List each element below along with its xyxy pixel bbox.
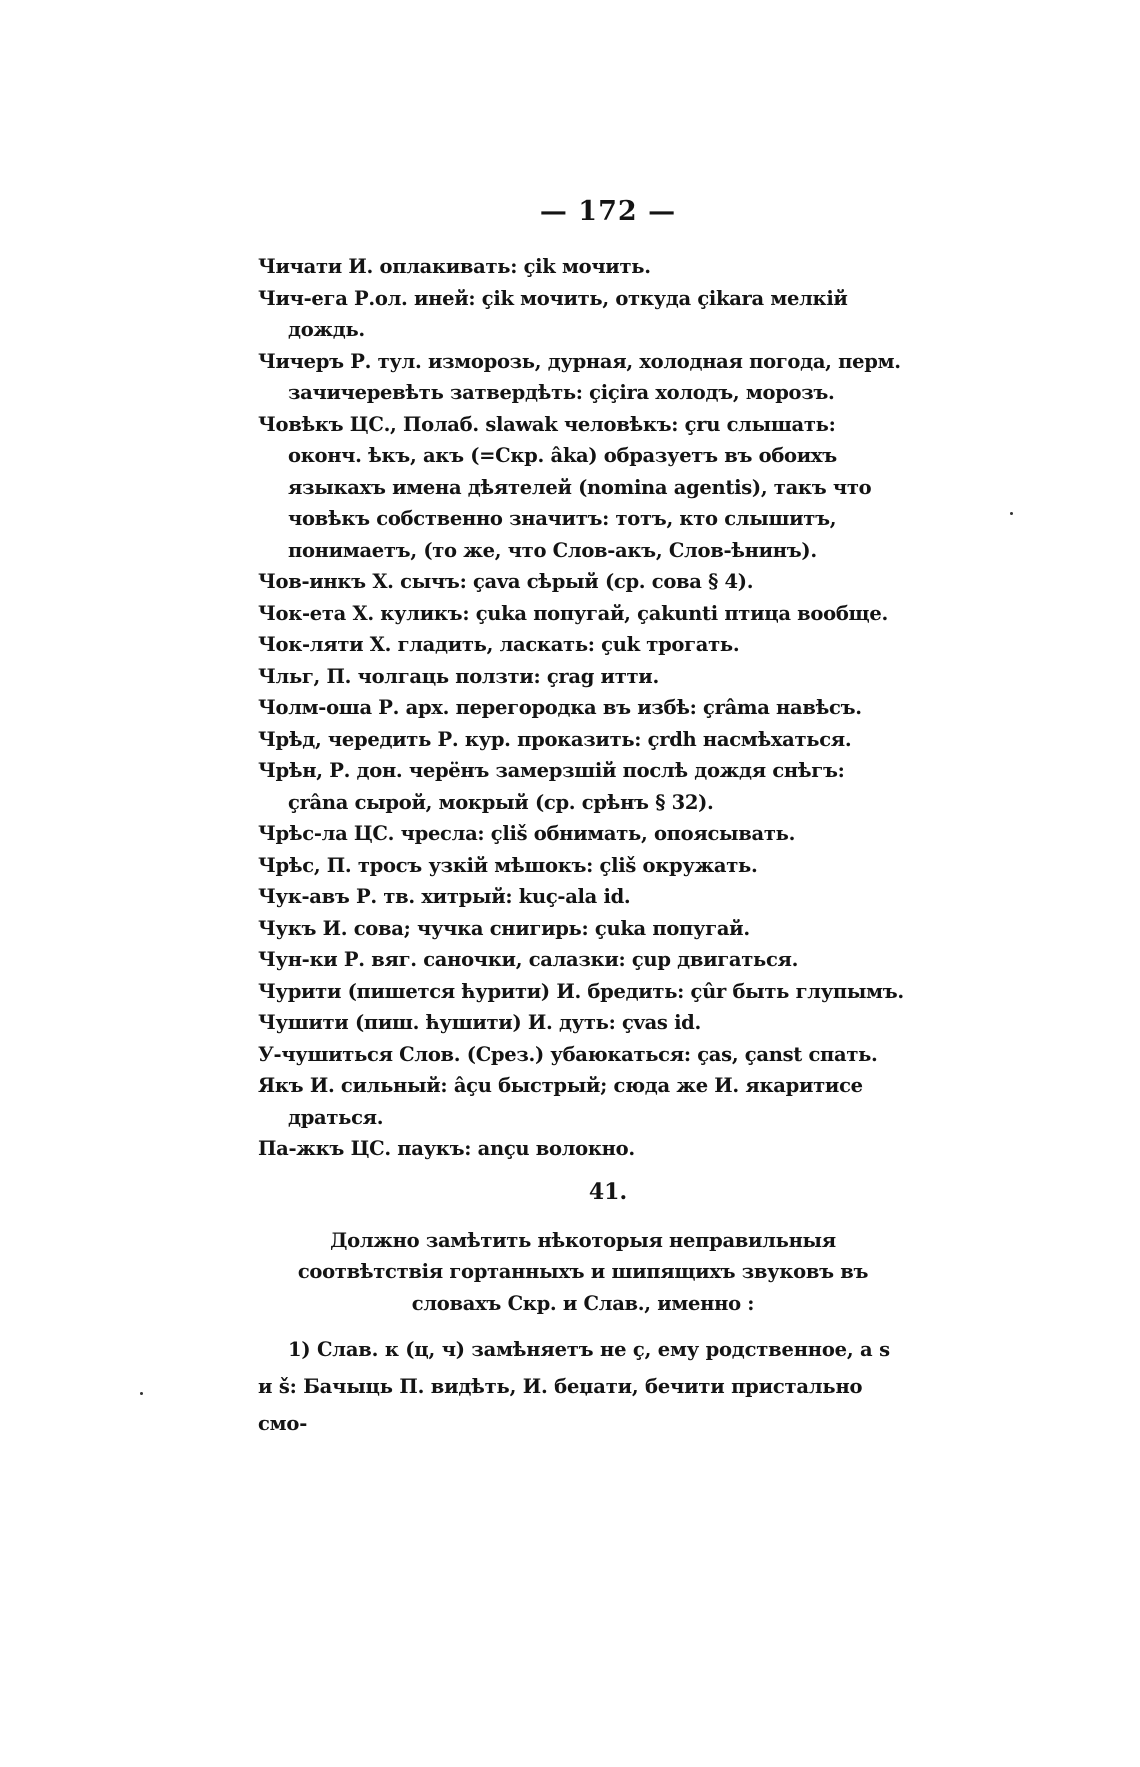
dictionary-entry: Чук-авъ Р. тв. хитрый: kuç-ala id. (258, 885, 631, 908)
dictionary-entry: Чрѣд, чередить Р. кур. проказить: çrdh насмѣхаться. (258, 727, 852, 751)
dictionary-entry: Чун-ки Р. вяг. саночки, салазки: çup двигаться. (258, 948, 799, 971)
dictionary-entry: Чльг, П. чолгаць ползти: çrag итти. (258, 664, 659, 688)
dictionary-entry: Човѣкъ ЦС., Полаб. slawak человѣкъ: çru слышать: оконч. ѣкъ, акъ (=Скр. âka) образуетъ въ обоихъ языкахъ имена дѣятелей (nomina agentis), такъ что човѣкъ собственно значитъ: тотъ, кто слышитъ, понимаетъ, (то же, что Слов-акъ, Слов-ѣнинъ). (258, 412, 872, 562)
dictionary-entry: Чов-инкъ Х. сычъ: çava сѣрый (ср. сова § 4). (258, 570, 754, 593)
dictionary-entry: Чрѣс-ла ЦС. чресла: çliš обнимать, опоясывать. (258, 822, 796, 845)
dictionary-entry: Якъ И. сильный: âçu быстрый; сюда же И. якаритисе драться. (258, 1074, 863, 1129)
dictionary-entry: Чушити (пиш. ћушити) И. дуть: çvas id. (258, 1011, 702, 1034)
dictionary-entry: Чок-ета Х. куликъ: çuka попугай, çakunti птица вообще. (258, 601, 888, 625)
dictionary-entry: Чрѣс, П. тросъ узкій мѣшокъ: çliš окружать. (258, 853, 758, 877)
dictionary-entry: Чок-ляти Х. гладить, ласкать: çuk трогать. (258, 633, 740, 656)
dictionary-entry: Чич-ега Р.ол. иней: çik мочить, откуда çikara мелкій дождь. (258, 286, 848, 341)
dictionary-entry: Чолм-оша Р. арх. перегородка въ избѣ: çrâma навѣсъ. (258, 696, 862, 719)
dictionary-entry: Чичеръ Р. тул. изморозь, дурная, холодная погода, перм. зачичеревѣть затвердѣть: çiçira холодъ, морозъ. (258, 349, 901, 404)
dictionary-entry: Па-жкъ ЦС. паукъ: ançu волокно. (258, 1137, 635, 1160)
speck-mark (140, 1392, 143, 1395)
dictionary-entry: У-чушиться Слов. (Срез.) убаюкаться: ças, çanst спать. (258, 1042, 878, 1066)
dictionary-entry: Чукъ И. сова; чучка снигирь: çuka попугай. (258, 916, 750, 940)
section-paragraph: Должно замѣтить нѣкоторыя неправильныя соотвѣтствія гортанныхъ и шипящихъ звуковъ въ словахъ Скр. и Слав., именно : (297, 1228, 869, 1315)
page-number: — 172 — (539, 196, 677, 227)
section-paragraph-continued: 1) Слав. к (ц, ч) замѣняетъ не ç, ему родственное, а s и š: Бачыць П. видѣть, И. беџати, бечити пристально смо- (258, 1338, 890, 1435)
entry-list (258, 251, 908, 1165)
section-number: 41. (588, 1178, 628, 1205)
page-body (258, 196, 908, 1442)
dictionary-entry: Чурити (пишется ћурити) И. бредить: çûr быть глупымъ. (258, 979, 904, 1003)
speck-mark (1010, 512, 1013, 515)
dictionary-entry: Чрѣн, Р. дон. черёнъ замерзшій послѣ дождя снѣгъ: çrâna сырой, мокрый (ср. срѣнъ § 32). (258, 759, 845, 814)
dictionary-entry: Чичати И. оплакивать: çik мочить. (258, 255, 651, 278)
